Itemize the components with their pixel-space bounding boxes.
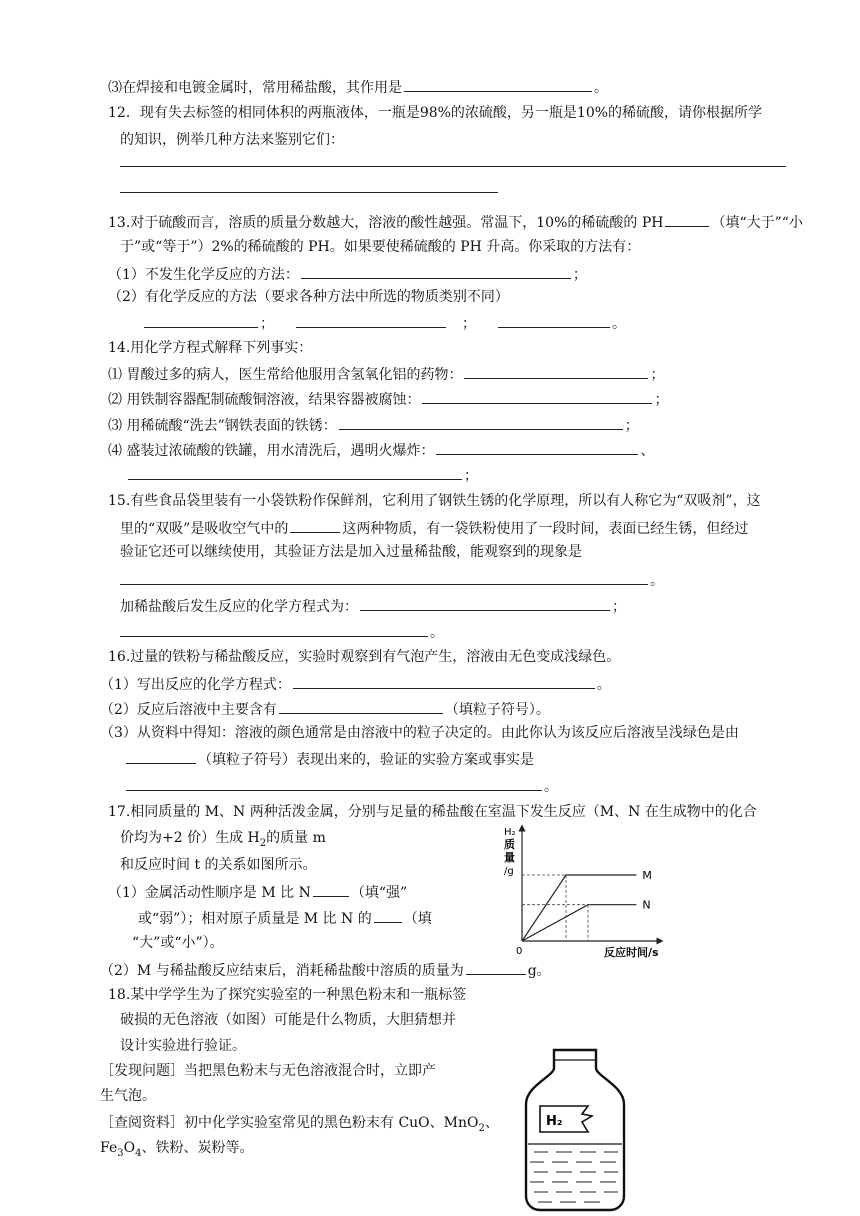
q18-line6: ［查阅资料］初中化学实验室常见的黑色粉末有 CuO、MnO$_2$、 [100, 1115, 499, 1134]
origin-label: 0 [516, 946, 523, 957]
answer-line[interactable] [120, 166, 786, 167]
answer-blank[interactable] [126, 749, 196, 764]
q14-item1: ⑴ 胃酸过多的病人，医生常给他服用含氢氧化铝的药物： ； [108, 364, 664, 384]
q16-part2: （2）反应后溶液中主要含有 （填粒子符号）。 [100, 699, 550, 719]
q14-item4: ⑷ 盛装过浓硫酸的铁罐，用水清洗后，遇明火爆炸： 、 [108, 440, 654, 460]
answer-blank[interactable] [293, 674, 595, 689]
q18-line2: 破损的无色溶液（如图）可能是什么物质，大胆猜想并 [120, 1012, 456, 1028]
chart-series-layer [522, 869, 652, 941]
reagent-bottle [520, 1046, 630, 1214]
q17-line3: 和反应时间 t 的关系如图所示。 [120, 857, 317, 873]
bottle-label-text: H₂ [546, 1114, 563, 1129]
y-axis-label-3: 量 [504, 851, 515, 864]
q11-part3: ⑶在焊接和电镀金属时，常用稀盐酸，其作用是 。 [108, 77, 608, 97]
q16-title: 16.过量的铁粉与稀盐酸反应，实验时观察到有气泡产生，溶液由无色变成浅绿色。 [108, 649, 621, 665]
q15-equation: 加稀盐酸后发生反应的化学方程式为： ； [120, 596, 626, 616]
q16-part3-cont: （填粒子符号）表现出来的，验证的实验方案或事实是 [126, 749, 534, 769]
q17-part1: （1）金属活动性顺序是 M 比 N （填“强” [108, 882, 407, 902]
answer-blank[interactable] [464, 364, 648, 379]
answer-blank[interactable] [665, 212, 709, 227]
q18-line7: $Fe_3O_4$、铁粉、炭粉等。 [100, 1140, 254, 1159]
q13-answers: ； ； 。 [142, 313, 626, 333]
q17-part1-cont: 或“弱”）；相对原子质量是 M 比 N 的 （填 [138, 908, 432, 928]
q18-line3: 设计实验进行验证。 [120, 1038, 246, 1054]
answer-blank[interactable] [422, 389, 652, 404]
x-axis-label: 反应时间/s [604, 946, 659, 959]
reaction-chart [500, 820, 670, 960]
series-label-n: N [642, 898, 651, 912]
q12-line2: 的知识，例举几种方法来鉴别它们： [120, 132, 344, 148]
series-label-m: M [642, 869, 652, 882]
q15-phenomenon: 。 [120, 570, 664, 590]
q18-line5: 生气泡。 [100, 1088, 156, 1104]
q16-part3: （3）从资料中得知：溶液的颜色通常是由溶液中的粒子决定的。由此你认为该反应后溶液呈浅绿色是由 [100, 725, 739, 741]
answer-line[interactable] [120, 192, 498, 193]
q14-item2: ⑵ 用铁制容器配制硫酸铜溶液，结果容器被腐蚀： ； [108, 389, 668, 409]
series-line-n [522, 905, 636, 941]
q13-method1: （1）不发生化学反应的方法： ； [108, 264, 587, 284]
q17-line1: 17.相同质量的 M、N 两种活泼金属，分别与足量的稀盐酸在室温下发生反应（M、N 在生成物中的化合 [108, 804, 757, 820]
answer-blank[interactable] [290, 518, 340, 533]
answer-blank[interactable] [374, 908, 402, 923]
answer-blank[interactable] [144, 313, 258, 328]
answer-blank[interactable] [120, 570, 648, 585]
y-axis-label-1: H₂ [504, 827, 516, 838]
q17-part2: （2）M 与稀盐酸反应结束后，消耗稀盐酸中溶质的质量为 g。 [100, 960, 551, 980]
q17-line2: 价均为+2 价）生成 $H_2$的质量 m [120, 830, 326, 849]
q13-line2: 于”或“等于”）2%的稀硫酸的 PH。如果要使稀硫酸的 PH 升高。你采取的方法有： [120, 239, 641, 255]
answer-blank[interactable] [296, 313, 446, 328]
q16-part3-answer: 。 [126, 776, 558, 796]
q13-method2: （2）有化学反应的方法（要求各种方法中所选的物质类别不同） [108, 289, 509, 305]
q15-equation2: 。 [120, 622, 444, 642]
q15-line1: 15.有些食品袋里装有一小袋铁粉作保鲜剂，它利用了钢铁生锈的化学原理，所以有人称它为“双吸剂”，这 [108, 493, 761, 509]
q17-part1-end: “大”或“小”）。 [132, 935, 224, 951]
answer-blank[interactable] [436, 440, 638, 455]
answer-blank[interactable] [120, 622, 428, 637]
q15-line3: 验证它还可以继续使用，其验证方法是加入过量稀盐酸，能观察到的现象是 [120, 544, 582, 560]
answer-blank[interactable] [126, 776, 542, 791]
answer-blank[interactable] [301, 264, 571, 279]
answer-blank[interactable] [404, 77, 592, 92]
q12-line1: 12．现有失去标签的相同体积的两瓶液体，一瓶是98%的浓硫酸，另一瓶是10%的稀硫酸，请你根据所学 [108, 105, 763, 121]
answer-blank[interactable] [466, 960, 526, 975]
y-axis-label-2: 质 [504, 838, 515, 851]
q15-line2: 里的“双吸”是吸收空气中的 这两种物质，有一袋铁粉使用了一段时间，表面已经生锈，但经过 [120, 518, 748, 538]
q14-title: 14.用化学方程式解释下列事实： [108, 340, 313, 356]
answer-blank[interactable] [279, 699, 443, 714]
answer-blank[interactable] [128, 465, 462, 480]
y-axis-label-4: /g [504, 866, 514, 877]
answer-blank[interactable] [498, 313, 610, 328]
q18-line1: 18.某中学学生为了探究实验室的一种黑色粉末和一瓶标签 [108, 987, 467, 1003]
q18-line4: ［发现问题］当把黑色粉末与无色溶液混合时，立即产 [100, 1063, 436, 1079]
q16-part1: （1）写出反应的化学方程式： 。 [100, 674, 611, 694]
q14-item3: ⑶ 用稀硫酸“洗去”钢铁表面的铁锈： ； [108, 415, 639, 435]
answer-blank[interactable] [339, 415, 623, 430]
q13-line1: 13.对于硫酸而言，溶质的质量分数越大，溶液的酸性越强。常温下，10%的稀硫酸的 PH （填“大于”“小 [108, 212, 803, 232]
answer-blank[interactable] [313, 882, 349, 897]
answer-blank[interactable] [360, 596, 610, 611]
q14-item4-cont: ； [126, 465, 478, 485]
